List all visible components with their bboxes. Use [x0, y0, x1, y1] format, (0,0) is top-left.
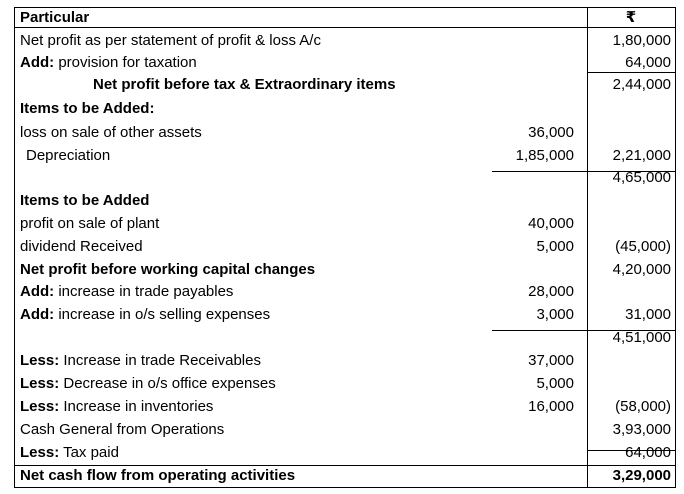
row-total: 4,65,000: [612, 169, 671, 186]
row-label: Less: Increase in trade Receivables: [20, 352, 261, 369]
row-total: 4,20,000: [612, 261, 671, 278]
header-currency: ₹: [625, 9, 637, 26]
row-amount: 5,000: [536, 238, 574, 255]
row-label: Less: Tax paid: [20, 444, 119, 461]
row-total: 1,80,000: [612, 32, 671, 49]
row-total: 31,000: [625, 306, 671, 323]
row-label: loss on sale of other assets: [20, 124, 202, 141]
grand-total-value: 3,29,000: [612, 467, 671, 484]
row-label: Less: Decrease in o/s office expenses: [20, 375, 276, 392]
row-amount: 5,000: [536, 375, 574, 392]
row-amount: 1,85,000: [515, 147, 574, 164]
header-particular: Particular: [20, 9, 90, 26]
row-amount: 16,000: [528, 398, 574, 415]
section-heading: Items to be Added:: [20, 100, 155, 117]
row-total: 2,21,000: [612, 147, 671, 164]
grand-total-label: Net cash flow from operating activities: [20, 467, 296, 484]
row-amount: 37,000: [528, 352, 574, 369]
row-total: 3,93,000: [612, 421, 671, 438]
row-label: Cash General from Operations: [20, 421, 225, 438]
row-amount: 3,000: [536, 306, 574, 323]
row-label: Add: increase in o/s selling expenses: [20, 306, 271, 323]
row-total: 2,44,000: [612, 76, 671, 93]
row-total: 64,000: [625, 444, 671, 461]
cash-flow-statement-table: [14, 7, 676, 488]
section-heading: Items to be Added: [20, 192, 150, 209]
row-label: Depreciation: [26, 147, 111, 164]
row-label: Net profit before tax & Extraordinary items: [93, 76, 396, 93]
row-label: Add: provision for taxation: [20, 54, 197, 71]
row-total: (45,000): [615, 238, 671, 255]
row-amount: 28,000: [528, 283, 574, 300]
row-label: Add: increase in trade payables: [20, 283, 234, 300]
row-label: profit on sale of plant: [20, 215, 160, 232]
row-label: Net profit as per statement of profit & loss A/c: [20, 32, 321, 49]
row-total: 64,000: [625, 54, 671, 71]
row-label: Less: Increase in inventories: [20, 398, 214, 415]
row-total: (58,000): [615, 398, 671, 415]
row-amount: 40,000: [528, 215, 574, 232]
subtotal-label: Net profit before working capital changes: [20, 261, 316, 278]
row-label: dividend Received: [20, 238, 143, 255]
row-total: 4,51,000: [612, 329, 671, 346]
header-rule: [15, 27, 675, 28]
row-amount: 36,000: [528, 124, 574, 141]
